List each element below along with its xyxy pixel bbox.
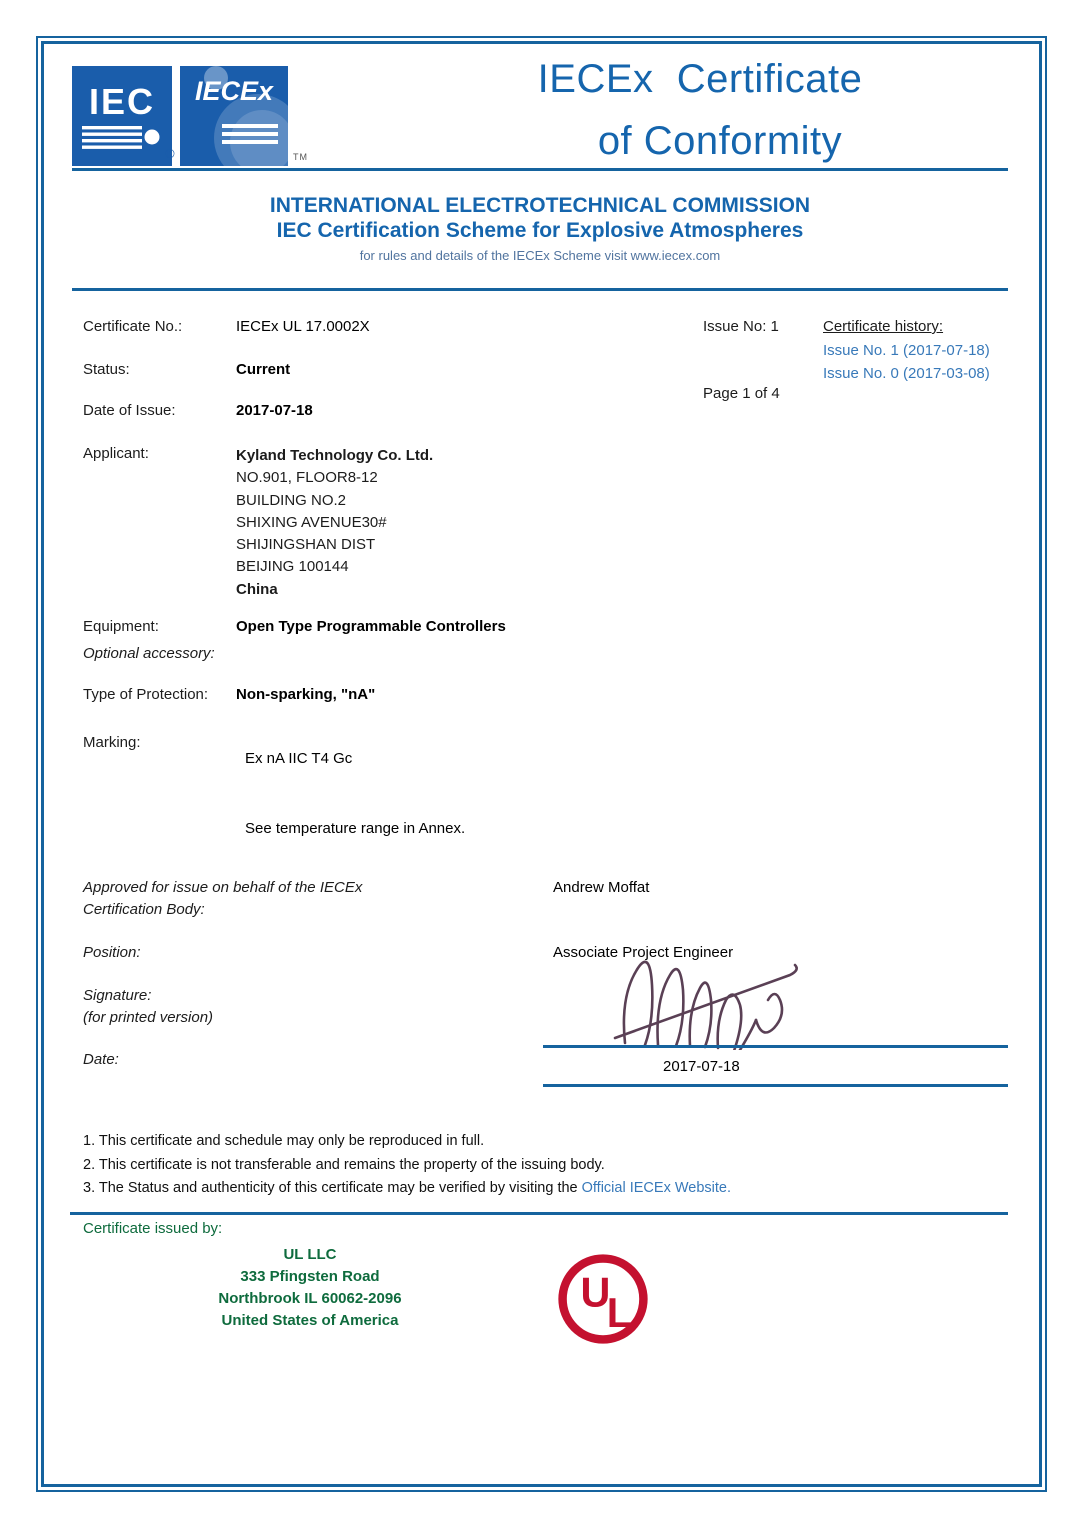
conditions-list [83, 1130, 963, 1201]
issue-no: Issue No: 1 [703, 318, 779, 335]
page-title-line1: IECEx Certificate [537, 57, 863, 101]
applicant-country: China [236, 580, 278, 598]
page-title-line2: of Conformity [597, 119, 843, 163]
certificate-no-label: Certificate No.: [83, 318, 183, 335]
applicant-address-line: SHIXING AVENUE30# [236, 513, 387, 531]
equipment-label: Equipment: [83, 618, 159, 635]
official-iecex-website-link[interactable]: Official IECEx Website. [581, 1180, 731, 1196]
status-value: Current [236, 361, 291, 378]
header-divider-top [72, 168, 1008, 171]
applicant-address-line: BEIJING 100144 [236, 558, 349, 576]
marking-note: See temperature range in Annex. [245, 820, 466, 837]
svg-text:U: U [580, 1269, 611, 1316]
signature-line [543, 1045, 1008, 1048]
iec-logo [72, 66, 172, 166]
svg-text:IEC: IEC [88, 81, 156, 122]
iecex-logo [180, 66, 288, 166]
svg-text:L: L [606, 1290, 633, 1337]
org-scheme-note: for rules and details of the IECEx Scheme visit www.iecex.com [359, 248, 721, 263]
page-indicator: Page 1 of 4 [703, 385, 780, 402]
signature-sub-label: (for printed version) [83, 1009, 214, 1026]
condition-2: 2. This certificate is not transferable and remains the property of the issuing body. [83, 1156, 605, 1173]
type-of-protection-label: Type of Protection: [83, 686, 209, 703]
condition-1: 1. This certificate and schedule may only be reproduced in full. [83, 1133, 485, 1149]
date-line [543, 1084, 1008, 1087]
svg-text:IECEx: IECEx [194, 76, 274, 106]
certificate-history-label: Certificate history: [823, 318, 944, 335]
date-of-issue-label: Date of Issue: [83, 402, 176, 419]
marking-code: Ex nA IIC T4 Gc [245, 750, 353, 767]
position-value: Associate Project Engineer [553, 944, 734, 961]
ul-logo [556, 1252, 650, 1346]
header-divider-bottom [72, 288, 1008, 291]
position-label: Position: [83, 944, 141, 961]
equipment-value: Open Type Programmable Controllers [236, 618, 506, 635]
issuer-divider [70, 1212, 1008, 1215]
date-label: Date: [83, 1051, 119, 1068]
org-name: INTERNATIONAL ELECTROTECHNICAL COMMISSION [269, 194, 811, 217]
status-label: Status: [83, 361, 130, 378]
org-scheme: IEC Certification Scheme for Explosive Atmospheres [276, 219, 804, 242]
optional-accessory-label: Optional accessory: [83, 645, 215, 662]
trademark-icon: TM [293, 152, 308, 162]
approved-label-line2: Certification Body: [83, 901, 205, 918]
date-of-issue-value: 2017-07-18 [236, 402, 313, 419]
applicant-address-line: BUILDING NO.2 [236, 491, 347, 509]
history-link-issue-1[interactable]: Issue No. 1 (2017-07-18) [823, 342, 990, 359]
issuer-address-line: 333 Pfingsten Road [240, 1268, 380, 1285]
approved-label-line1: Approved for issue on behalf of the IECEx [83, 879, 363, 896]
condition-3-text: 3. The Status and authenticity of this certificate may be verified by visiting the [83, 1180, 582, 1196]
registered-trademark-icon: ® [165, 146, 175, 161]
history-link-issue-0[interactable]: Issue No. 0 (2017-03-08) [823, 365, 990, 382]
issuer-address-line: United States of America [221, 1312, 399, 1329]
applicant-address-line: NO.901, FLOOR8-12 [236, 469, 378, 487]
signature-image [600, 955, 820, 1050]
type-of-protection-value: Non-sparking, "nA" [236, 686, 376, 703]
issued-by-label: Certificate issued by: [83, 1220, 223, 1237]
applicant-address-line: SHIJINGSHAN DIST [236, 536, 376, 554]
approver-name: Andrew Moffat [553, 879, 650, 896]
signature-label: Signature: [83, 987, 152, 1004]
certificate-no-value: IECEx UL 17.0002X [236, 318, 370, 335]
applicant-label: Applicant: [83, 445, 149, 462]
issuer-name: UL LLC [283, 1246, 337, 1263]
applicant-name: Kyland Technology Co. Ltd. [236, 447, 434, 464]
issuer-address-block [150, 1244, 470, 1332]
marking-label: Marking: [83, 734, 141, 751]
issuer-address-line: Northbrook IL 60062-2096 [218, 1290, 402, 1307]
applicant-address-block [236, 445, 433, 601]
condition-3 [83, 1177, 963, 1201]
approval-date-value: 2017-07-18 [663, 1058, 740, 1075]
